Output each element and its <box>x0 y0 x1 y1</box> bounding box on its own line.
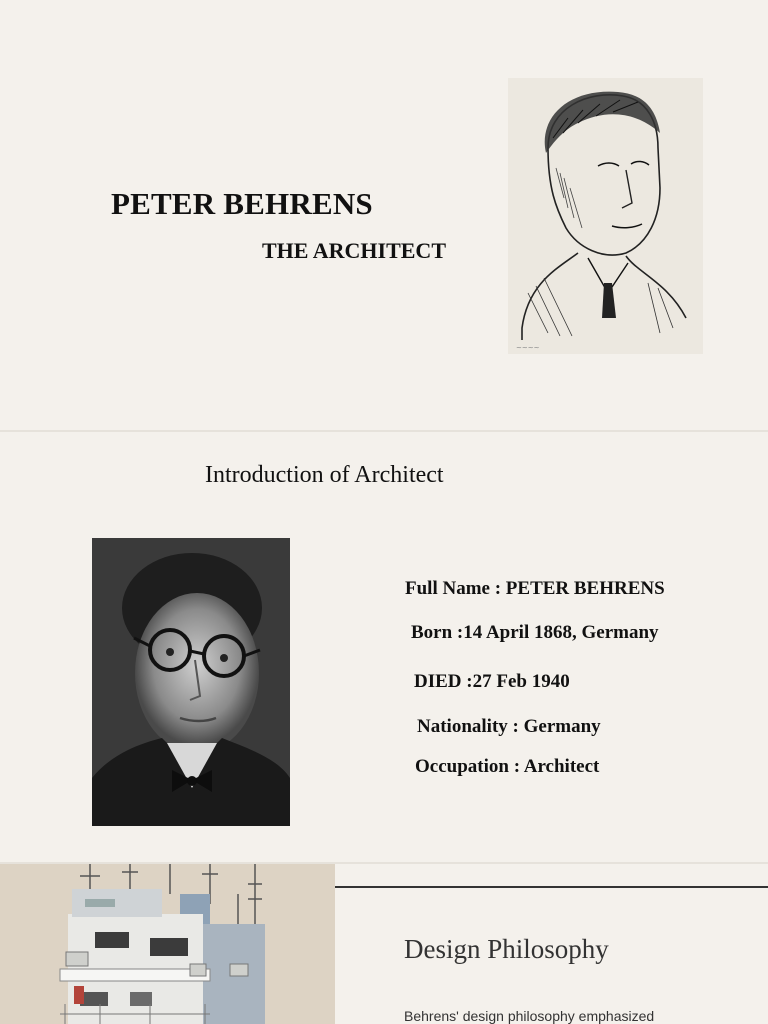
building-illustration-image <box>0 864 335 1024</box>
fact-occupation: Occupation : Architect <box>415 756 600 777</box>
fact-full-name: Full Name : PETER BEHRENS <box>405 578 665 599</box>
photo-portrait-image <box>92 538 290 826</box>
title-slide <box>0 0 768 430</box>
fact-died: DIED :27 Feb 1940 <box>414 671 570 692</box>
page-title: PETER BEHRENS <box>111 186 373 221</box>
page-subtitle: THE ARCHITECT <box>262 238 446 263</box>
introduction-slide <box>0 432 768 862</box>
body-text: Behrens' design philosophy emphasized <box>404 1008 655 1024</box>
etched-portrait-image <box>508 78 703 354</box>
fact-nationality: Nationality : Germany <box>417 716 601 737</box>
section-heading: Introduction of Architect <box>205 462 444 488</box>
svg-text:~~~~: ~~~~ <box>516 344 540 352</box>
design-philosophy-slide <box>0 864 768 1024</box>
section-heading: Design Philosophy <box>404 934 609 964</box>
fact-born: Born :14 April 1868, Germany <box>411 622 659 643</box>
